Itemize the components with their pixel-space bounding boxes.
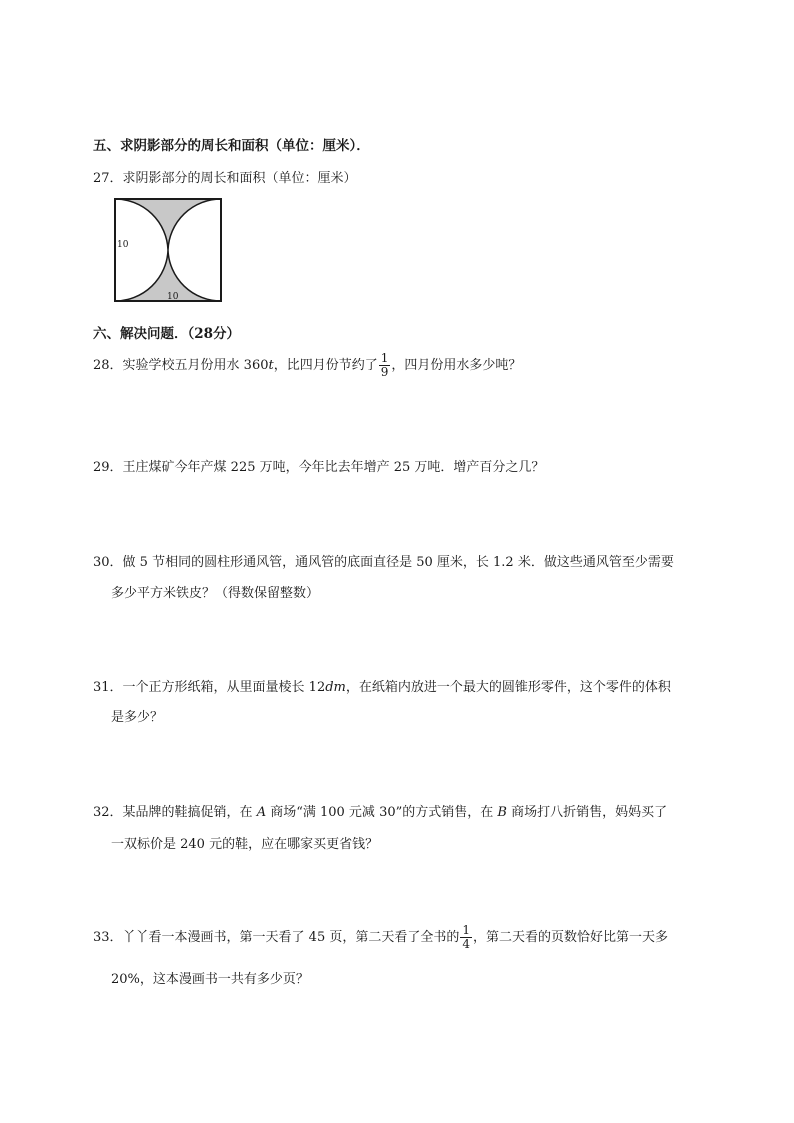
fraction-one-ninth: $\frac{1}{9}$ bbox=[380, 351, 389, 379]
side-length-bottom: 10 bbox=[167, 292, 179, 302]
question-28 bbox=[93, 352, 521, 379]
question-33-line2: 20%，这本漫画书一共有多少页？ bbox=[111, 972, 309, 987]
question-28-part3: ，四月份用水多少吨？ bbox=[391, 358, 522, 373]
question-33-line1: 33．丫丫看一本漫画书，第一天看了 45 页，第二天看了全书的 $\frac{1}{4}$ ，第二天看的页数恰好比第一天多 bbox=[93, 923, 669, 951]
section-6-heading: 六、解决问题．（28分） bbox=[93, 326, 241, 342]
question-28-part2: ，比四月份节约了 bbox=[273, 358, 378, 373]
question-32-line1: 32．某品牌的鞋搞促销，在 A 商场“满 100 元减 30”的方式销售，在 B 商场打八折销售，妈妈买了 bbox=[93, 805, 668, 820]
question-27-figure bbox=[113, 197, 225, 304]
question-27-text: 27．求阴影部分的周长和面积（单位：厘米） bbox=[93, 171, 357, 186]
side-length-left: 10 bbox=[117, 240, 129, 250]
unit-t: t bbox=[268, 358, 274, 373]
fraction-one-quarter: $\frac{1}{4}$ bbox=[462, 923, 470, 951]
question-32-line2: 一双标价是 240 元的鞋，应在哪家买更省钱？ bbox=[111, 837, 379, 852]
question-28-part1: 28．实验学校五月份用水 360 bbox=[93, 358, 269, 373]
question-31-line2: 是多少？ bbox=[111, 710, 164, 725]
section-5-heading: 五、求阴影部分的周长和面积（单位：厘米）． bbox=[93, 138, 370, 154]
question-30-line2: 多少平方米铁皮？（得数保留整数） bbox=[111, 586, 320, 601]
mall-a-label: A bbox=[256, 805, 267, 820]
mall-b-label: B bbox=[497, 805, 507, 820]
question-29-text: 29．王庄煤矿今年产煤 225 万吨，今年比去年增产 25 万吨．增产百分之几？ bbox=[93, 460, 545, 475]
unit-dm: dm bbox=[325, 680, 346, 695]
question-31-line1: 31．一个正方形纸箱，从里面量棱长 12dm，在纸箱内放进一个最大的圆锥形零件，这个零件的体积 bbox=[93, 680, 671, 695]
question-30-line1: 30．做 5 节相同的圆柱形通风管，通风管的底面直径是 50 厘米，长 1.2 米．做这些通风管至少需要 bbox=[93, 555, 674, 570]
